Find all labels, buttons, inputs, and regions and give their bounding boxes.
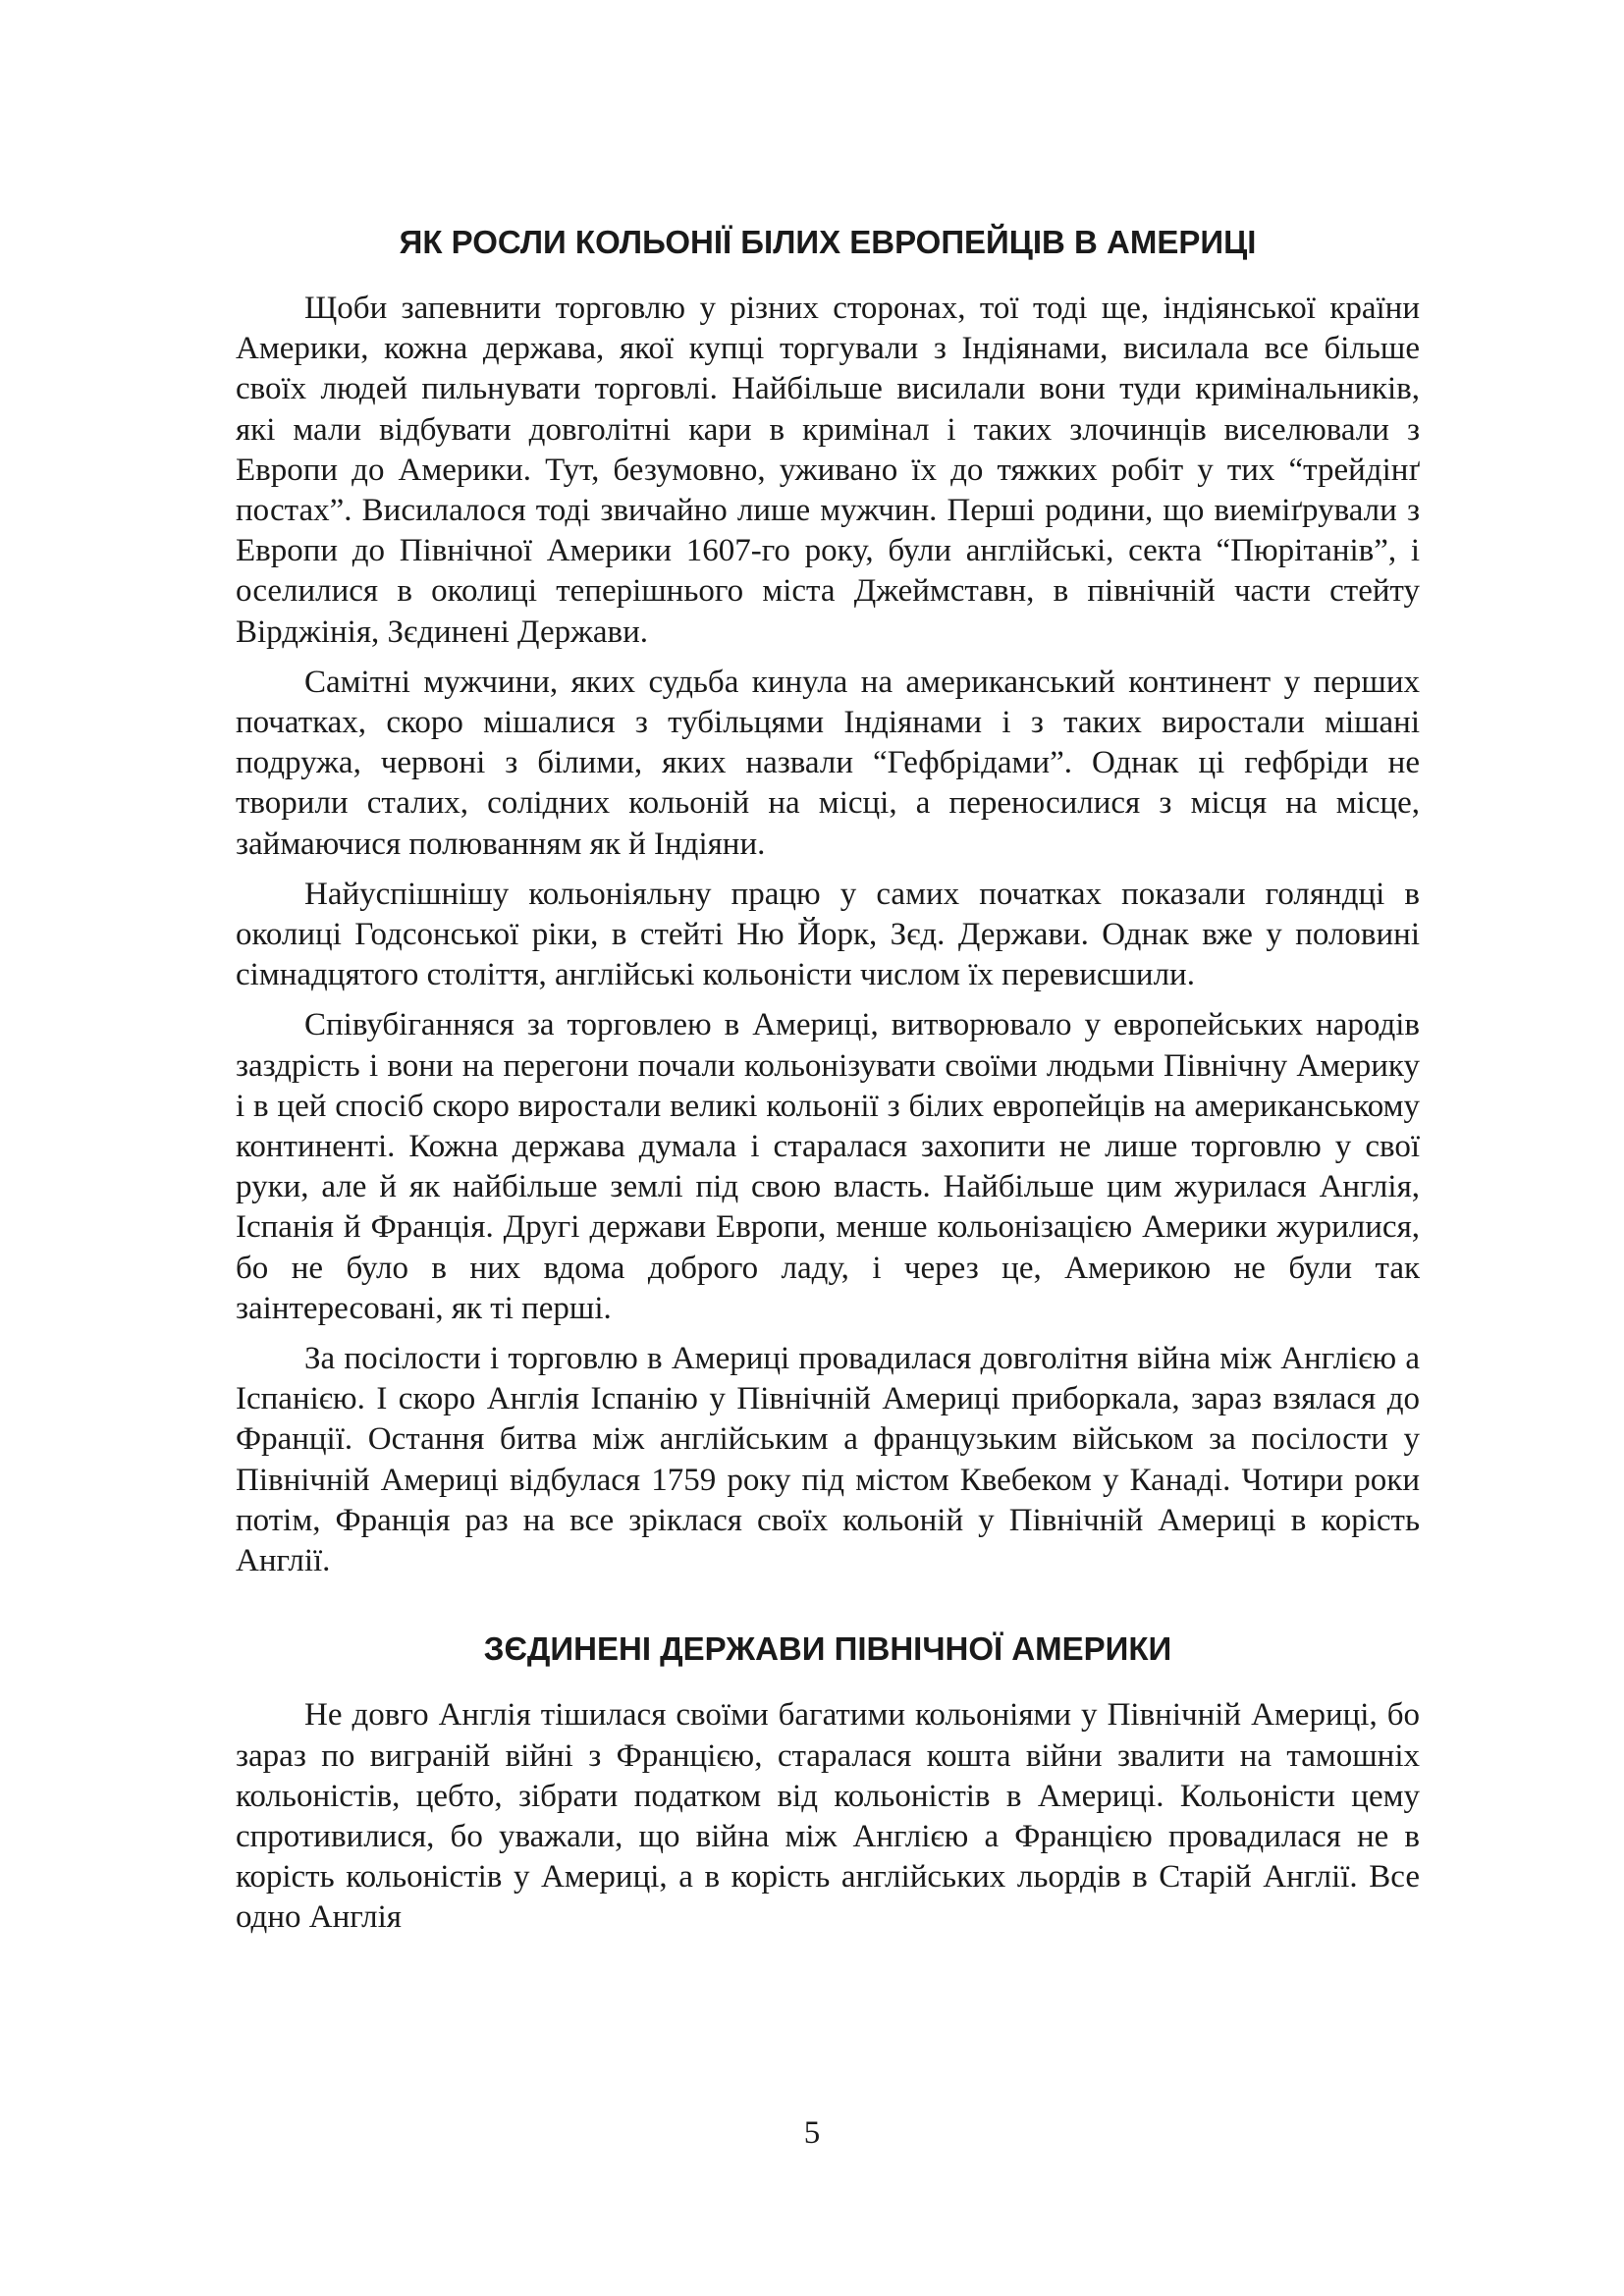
section-colonies bbox=[236, 224, 1420, 1581]
page-body bbox=[236, 224, 1420, 1949]
paragraph: Щоби запевнити торговлю у різних сторонах, тої тоді ще, індіянської країни Америки, кожна держава, якої купці торгували з Індіянами, висилала все більше своїх людей пильнувати торговлі. Найбільше висилали вони туди кримінальників, які мали відбувати довголітні кари в кримінал і таких злочинців виселювали з Европи до Америки. Тут, безумовно, уживано їх до тяжких робіт у тих “трейдінґ постах”. Висилалося тоді звичайно лише мужчин. Перші родини, що виеміґрували з Европи до Північної Америки 1607-го року, були англійські, секта “Пюрітанів”, і оселилися в околиці теперішнього міста Джеймставн, в північній части стейту Вірджінія, Зєдинені Держави. bbox=[236, 291, 1420, 650]
paragraph: Самітні мужчини, яких судьба кинула на американський континент у перших початках, скоро мішалися з тубільцями Індіянами і з таких виростали мішані подружа, червоні з білими, яких назвали “Гефбрідами”. Однак ці гефбріди не творили сталих, солідних кольоній на місці, а переносилися з місця на місце, займаючися полюванням як й Індіяни. bbox=[236, 664, 1420, 862]
paragraph: Не довго Англія тішилася своїми багатими кольоніями у Північній Америці, бо зараз по виграній війні з Францією, старалася кошта війни звалити на тамошніх кольоністів, цебто, зібрати податком від кольоністів в Америці. Кольоністи цему спротивилися, бо уважали, що війна між Англією а Францією провадилася не в корість кольоністів у Америці, а в корість англійських льордів в Старій Англії. Все одно Англія bbox=[236, 1697, 1420, 1936]
section-heading: ЗЄДИНЕНІ ДЕРЖАВИ ПІВНІЧНОЇ АМЕРИКИ bbox=[483, 1630, 1172, 1668]
section-united-states bbox=[236, 1630, 1420, 1938]
page-number: 5 bbox=[803, 2115, 821, 2151]
paragraph: Співубіганняся за торговлею в Америці, витворювало у европейських народів заздрість і вони на перегони почали кольонізувати своїми людьми Північну Америку і в цей спосіб скоро виростали великі кольонії з білих европейців на американському континенті. Кожна держава думала і старалася захопити не лише торговлю у свої руки, але й як найбільше землі під свою власть. Найбільше цим журилася Англія, Іспанія й Франція. Другі держави Европи, менше кольонізацією Америки журилися, бо не було в них вдома доброго ладу, і через це, Америкою не були так заінтересовані, як ті перші. bbox=[236, 1007, 1420, 1326]
section-heading: ЯК РОСЛИ КОЛЬОНІЇ БІЛИХ ЕВРОПЕЙЦІВ В АМЕРИЦІ bbox=[399, 224, 1257, 260]
paragraph: Найуспішнішу кольоніяльну працю у самих початках показали голяндці в околиці Годсонської ріки, в стейті Ню Йорк, Зєд. Держави. Однак вже у половині сімнадцятого століття, англійські кольоністи числом їх перевисшили. bbox=[236, 876, 1420, 993]
paragraph: За посілости і торговлю в Америці провадилася довголітня війна між Англією а Іспанією. І скоро Англія Іспанію у Північній Америці приборкала, зараз взялася до Франції. Остання битва між англійським а французьким військом за посілости у Північній Америці відбулася 1759 року під містом Квебеком у Канаді. Чотири роки потім, Франція раз на все зріклася своїх кольоній у Північній Америці в корість Англії. bbox=[236, 1341, 1420, 1579]
